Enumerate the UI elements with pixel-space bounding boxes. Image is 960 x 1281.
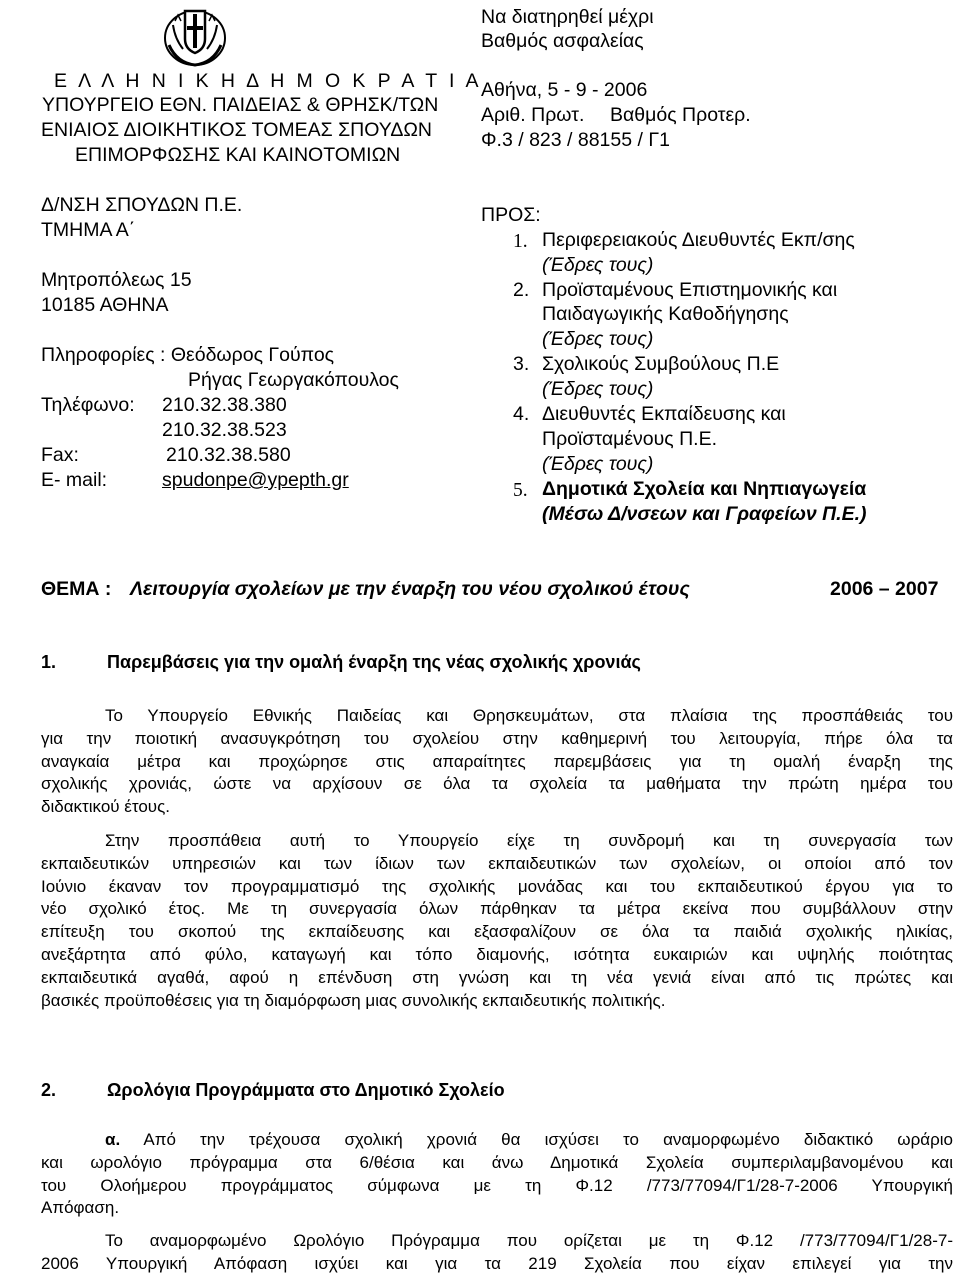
ministry-line-1: ΥΠΟΥΡΓΕΙΟ ΕΘΝ. ΠΑΙΔΕΙΑΣ & ΘΡΗΣΚ/ΤΩΝ [42,94,439,116]
recipient-4-note: (Έδρες τους) [542,453,654,475]
recipient-number-2: 2. [513,279,530,301]
text-line: εκπαιδευτικών υπηρεσιών και των ίδιων των εκπαιδευτικών των σχολείων, οι οποίοι από τον [41,853,953,873]
section-2-paragraph-1 [41,1129,953,1220]
item-a-label: α. [105,1130,121,1149]
text-line: Στην προσπάθεια αυτή το Υπουργείο είχε τη συνδρομή και τη συνεργασία των [105,831,953,850]
text-line: επίτευξη του σκοπού της εκπαίδευσης και εξασφαλίζουν σε όλα τα παιδιά σχολικής ηλικίας, [41,922,953,942]
protocol-number: Φ.3 / 823 / 88155 / Γ1 [481,129,670,151]
recipient-4-line-1: Διευθυντές Εκπαίδευσης και [542,403,786,425]
recipient-4-line-2: Προϊσταμένους Π.Ε. [542,428,718,450]
text-line: εκπαιδευτικά αγαθά, αφού η επένδυση στη γνώση και τη νέα γενιά είναι από τις πρώτες και [41,967,953,987]
text-line: βασικές προϋποθέσεις για τη διαμόρφωση μιας συνολικής εκπαιδευτικής πολιτικής. [41,990,666,1010]
priority-label: Βαθμός Προτερ. [610,104,751,126]
phone-label: Τηλέφωνο: [41,394,135,416]
text-line: Απόφαση. [41,1198,120,1218]
department: ΤΜΗΜΑ Α΄ [41,219,136,241]
recipient-2-line-1: Προϊσταμένους Επιστημονικής και [542,279,838,301]
email-label: E- mail: [41,469,108,491]
directorate: Δ/ΝΣΗ ΣΠΟΥΔΩΝ Π.Ε. [41,194,243,216]
info-contact: Πληροφορίες : Θεόδωρος Γούπος [41,344,335,366]
subject-years: 2006 – 2007 [830,578,939,600]
text-line: Ιούνιο έκαναν τον προγραμματισμό της σχολικής μονάδας και του εκπαιδευτικού έργου για το [41,876,953,896]
text-line: ανεξάρτητα από φύλο, καταγωγή και τόπο διαμονής, ισότητα ευκαιριών και υψηλής ποιότητας [41,944,953,964]
recipient-2-note: (Έδρες τους) [542,328,654,350]
recipient-number-3: 3. [513,353,530,375]
phone-2: 210.32.38.523 [162,419,287,441]
text-line: σχολικής χρονιάς, ώστε να αρχίσουν σε όλα τα σχολεία τα μαθήματα την πρώτη ημέρα του [41,774,953,794]
subject-text: Λειτουργία σχολείων με την έναρξη του νέου σχολικού έτους [130,578,690,600]
text-line: Το αναμορφωμένο Ωρολόγιο Πρόγραμμα που ορίζεται με τη Φ.12 /773/77094/Γ1/28-7- [105,1231,953,1250]
fax-label: Fax: [41,444,79,466]
keep-until: Να διατηρηθεί μέχρι [481,6,654,28]
text-line: του Ολοήμερου προγράμματος σύμφωνα με τη Φ.12 /773/77094/Γ1/28-7-2006 Υπουργική [41,1175,953,1195]
protocol-label: Αριθ. Πρωτ. [481,104,585,126]
section-2-number: 2. [41,1080,57,1100]
recipient-number-5: 5. [513,480,528,501]
email-link[interactable]: spudonpe@ypepth.gr [162,469,349,491]
address-street: Μητροπόλεως 15 [41,269,192,291]
recipient-number-1: 1. [513,231,528,252]
recipient-1: Περιφερειακούς Διευθυντές Εκπ/σης [542,229,855,251]
section-1-paragraph-1 [41,705,953,819]
ministry-line-3: ΕΠΙΜΟΡΦΩΣΗΣ ΚΑΙ ΚΑΙΝΟΤΟΜΙΩΝ [75,144,401,166]
recipient-1-note: (Έδρες τους) [542,254,654,276]
to-label: ΠΡΟΣ: [481,204,541,226]
recipient-number-4: 4. [513,403,530,425]
text-line: 2006 Υπουργική Απόφαση ισχύει και για τα 219 Σχολεία που είχαν επιλεγεί για την [41,1253,953,1273]
section-1-number: 1. [41,652,57,672]
recipient-3-note: (Έδρες τους) [542,378,654,400]
info-contact-2: Ρήγας Γεωργακόπουλος [188,369,399,391]
text-line [41,1129,953,1152]
ministry-line-2: ΕΝΙΑΙΟΣ ΔΙΟΙΚΗΤΙΚΟΣ ΤΟΜΕΑΣ ΣΠΟΥΔΩΝ [41,119,433,141]
text-line: αναγκαία μέτρα και προχώρησε στις απαραίτητες παρεμβάσεις για τη ομαλή έναρξη της [41,751,953,771]
document-date: Αθήνα, 5 - 9 - 2006 [481,79,648,101]
address-city: 10185 ΑΘΗΝΑ [41,294,169,316]
recipient-5-note: (Μέσω Δ/νσεων και Γραφείων Π.Ε.) [542,503,867,525]
fax-number: 210.32.38.580 [166,444,291,466]
text-line: και ωρολόγιο πρόγραμμα στα 6/θέσια και άνω Δημοτικά Σχολεία συμπεριλαμβανομένου και [41,1152,953,1172]
phone-1: 210.32.38.380 [162,394,287,416]
text-line: για την ποιοτική ανασυγκρότηση του σχολείου στην καθημερινή του λειτουργία, πήρε όλα τα [41,728,953,748]
text-line: Το Υπουργείο Εθνικής Παιδείας και Θρησκευμάτων, στα πλαίσια της προσπάθειάς του [105,706,953,725]
greek-emblem-logo [163,5,227,67]
country-name: Ε Λ Λ Η Ν Ι Κ Η Δ Η Μ Ο Κ Ρ Α Τ Ι Α [54,70,482,92]
section-1-title: Παρεμβάσεις για την ομαλή έναρξη της νέας σχολικής χρονιάς [107,652,641,672]
recipient-2-line-2: Παιδαγωγικής Καθοδήγησης [542,303,789,325]
section-2-title: Ωρολόγια Προγράμματα στο Δημοτικό Σχολείο [107,1080,505,1100]
section-2-paragraph-2 [41,1230,953,1276]
section-1-paragraph-2 [41,830,953,1012]
item-a-text: Από την τρέχουσα σχολική χρονιά θα ισχύσει το αναμορφωμένο διδακτικό ωράριο [143,1130,953,1149]
recipient-3: Σχολικούς Συμβούλους Π.Ε [542,353,780,375]
text-line: νέο σχολικό έτος. Με τη συνεργασία όλων πάρθηκαν τα μέτρα εκείνα που συμβάλλουν στην [41,899,953,919]
recipient-5: Δημοτικά Σχολεία και Νηπιαγωγεία [542,478,867,500]
text-line: διδακτικού έτους. [41,797,171,817]
security-level: Βαθμός ασφαλείας [481,30,644,52]
subject-label: ΘΕΜΑ : [41,578,112,600]
